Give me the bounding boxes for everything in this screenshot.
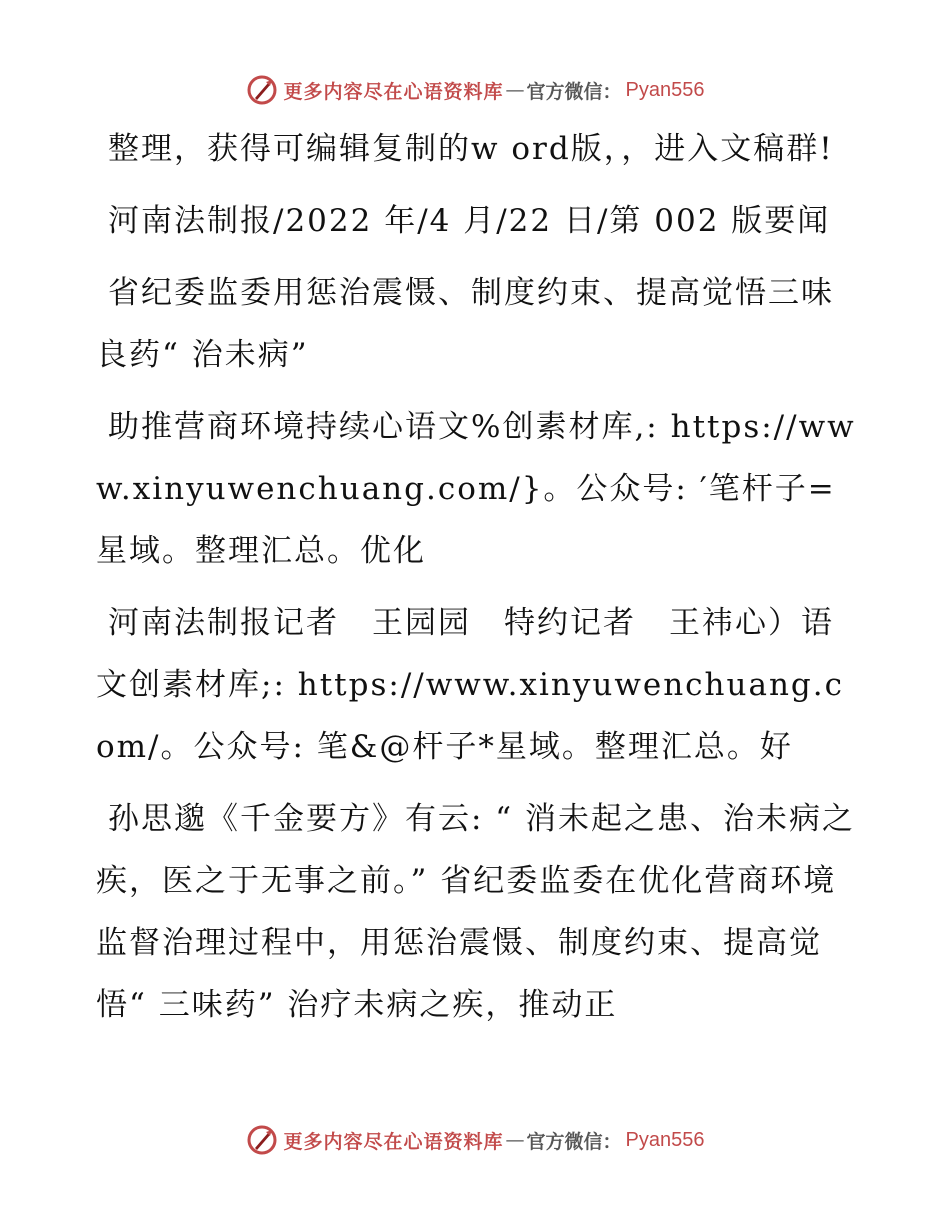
paragraph-headline: 省纪委监委用惩治震慑、制度约束、提高觉悟三味良药“ 治未病” [96,275,834,373]
banner-separator: — [505,79,525,101]
header-banner [0,70,950,110]
quill-circle-logo-icon [246,74,278,106]
paragraph-source: 河南法制报/2022 年/4 月/22 日/第 002 版要闻 [108,203,831,239]
article-body [96,118,856,1046]
quill-circle-logo-icon [246,1124,278,1156]
banner-brand: 更多内容尽在心语资料库 [283,1130,504,1153]
banner-wechat-label: 官方微信： [526,1130,622,1153]
banner-brand: 更多内容尽在心语资料库 [283,80,504,103]
paragraph-byline: 河南法制报记者 王园园 特约记者 王祎心）语文创素材库;: https://www.xinyuwenchuang.com/。公众号: 笔&@杆子*星域。整理汇总。好 [96,605,844,765]
banner-separator: — [505,1129,525,1151]
paragraph-subheadline: 助推营商环境持续心语文%创素材库,: https://www.xinyuwenchuang.com/}。公众号: ′笔杆子=星域。整理汇总。优化 [96,409,856,569]
footer-banner [0,1120,950,1160]
banner-wechat-id: Pyan556 [625,1128,705,1151]
paragraph-body: 孙思邈《千金要方》有云: “ 消未起之患、治未病之疾，医之于无事之前。” 省纪委监委在优化营商环境监督治理过程中，用惩治震慑、制度约束、提高觉悟“ 三味药” 治疗未病之疾，推动正 [96,801,855,1023]
paragraph-intro: 整理，获得可编辑复制的w ord版，，进入文稿群! [108,131,834,167]
banner-wechat-id: Pyan556 [625,78,705,101]
banner-wechat-label: 官方微信： [526,80,622,103]
